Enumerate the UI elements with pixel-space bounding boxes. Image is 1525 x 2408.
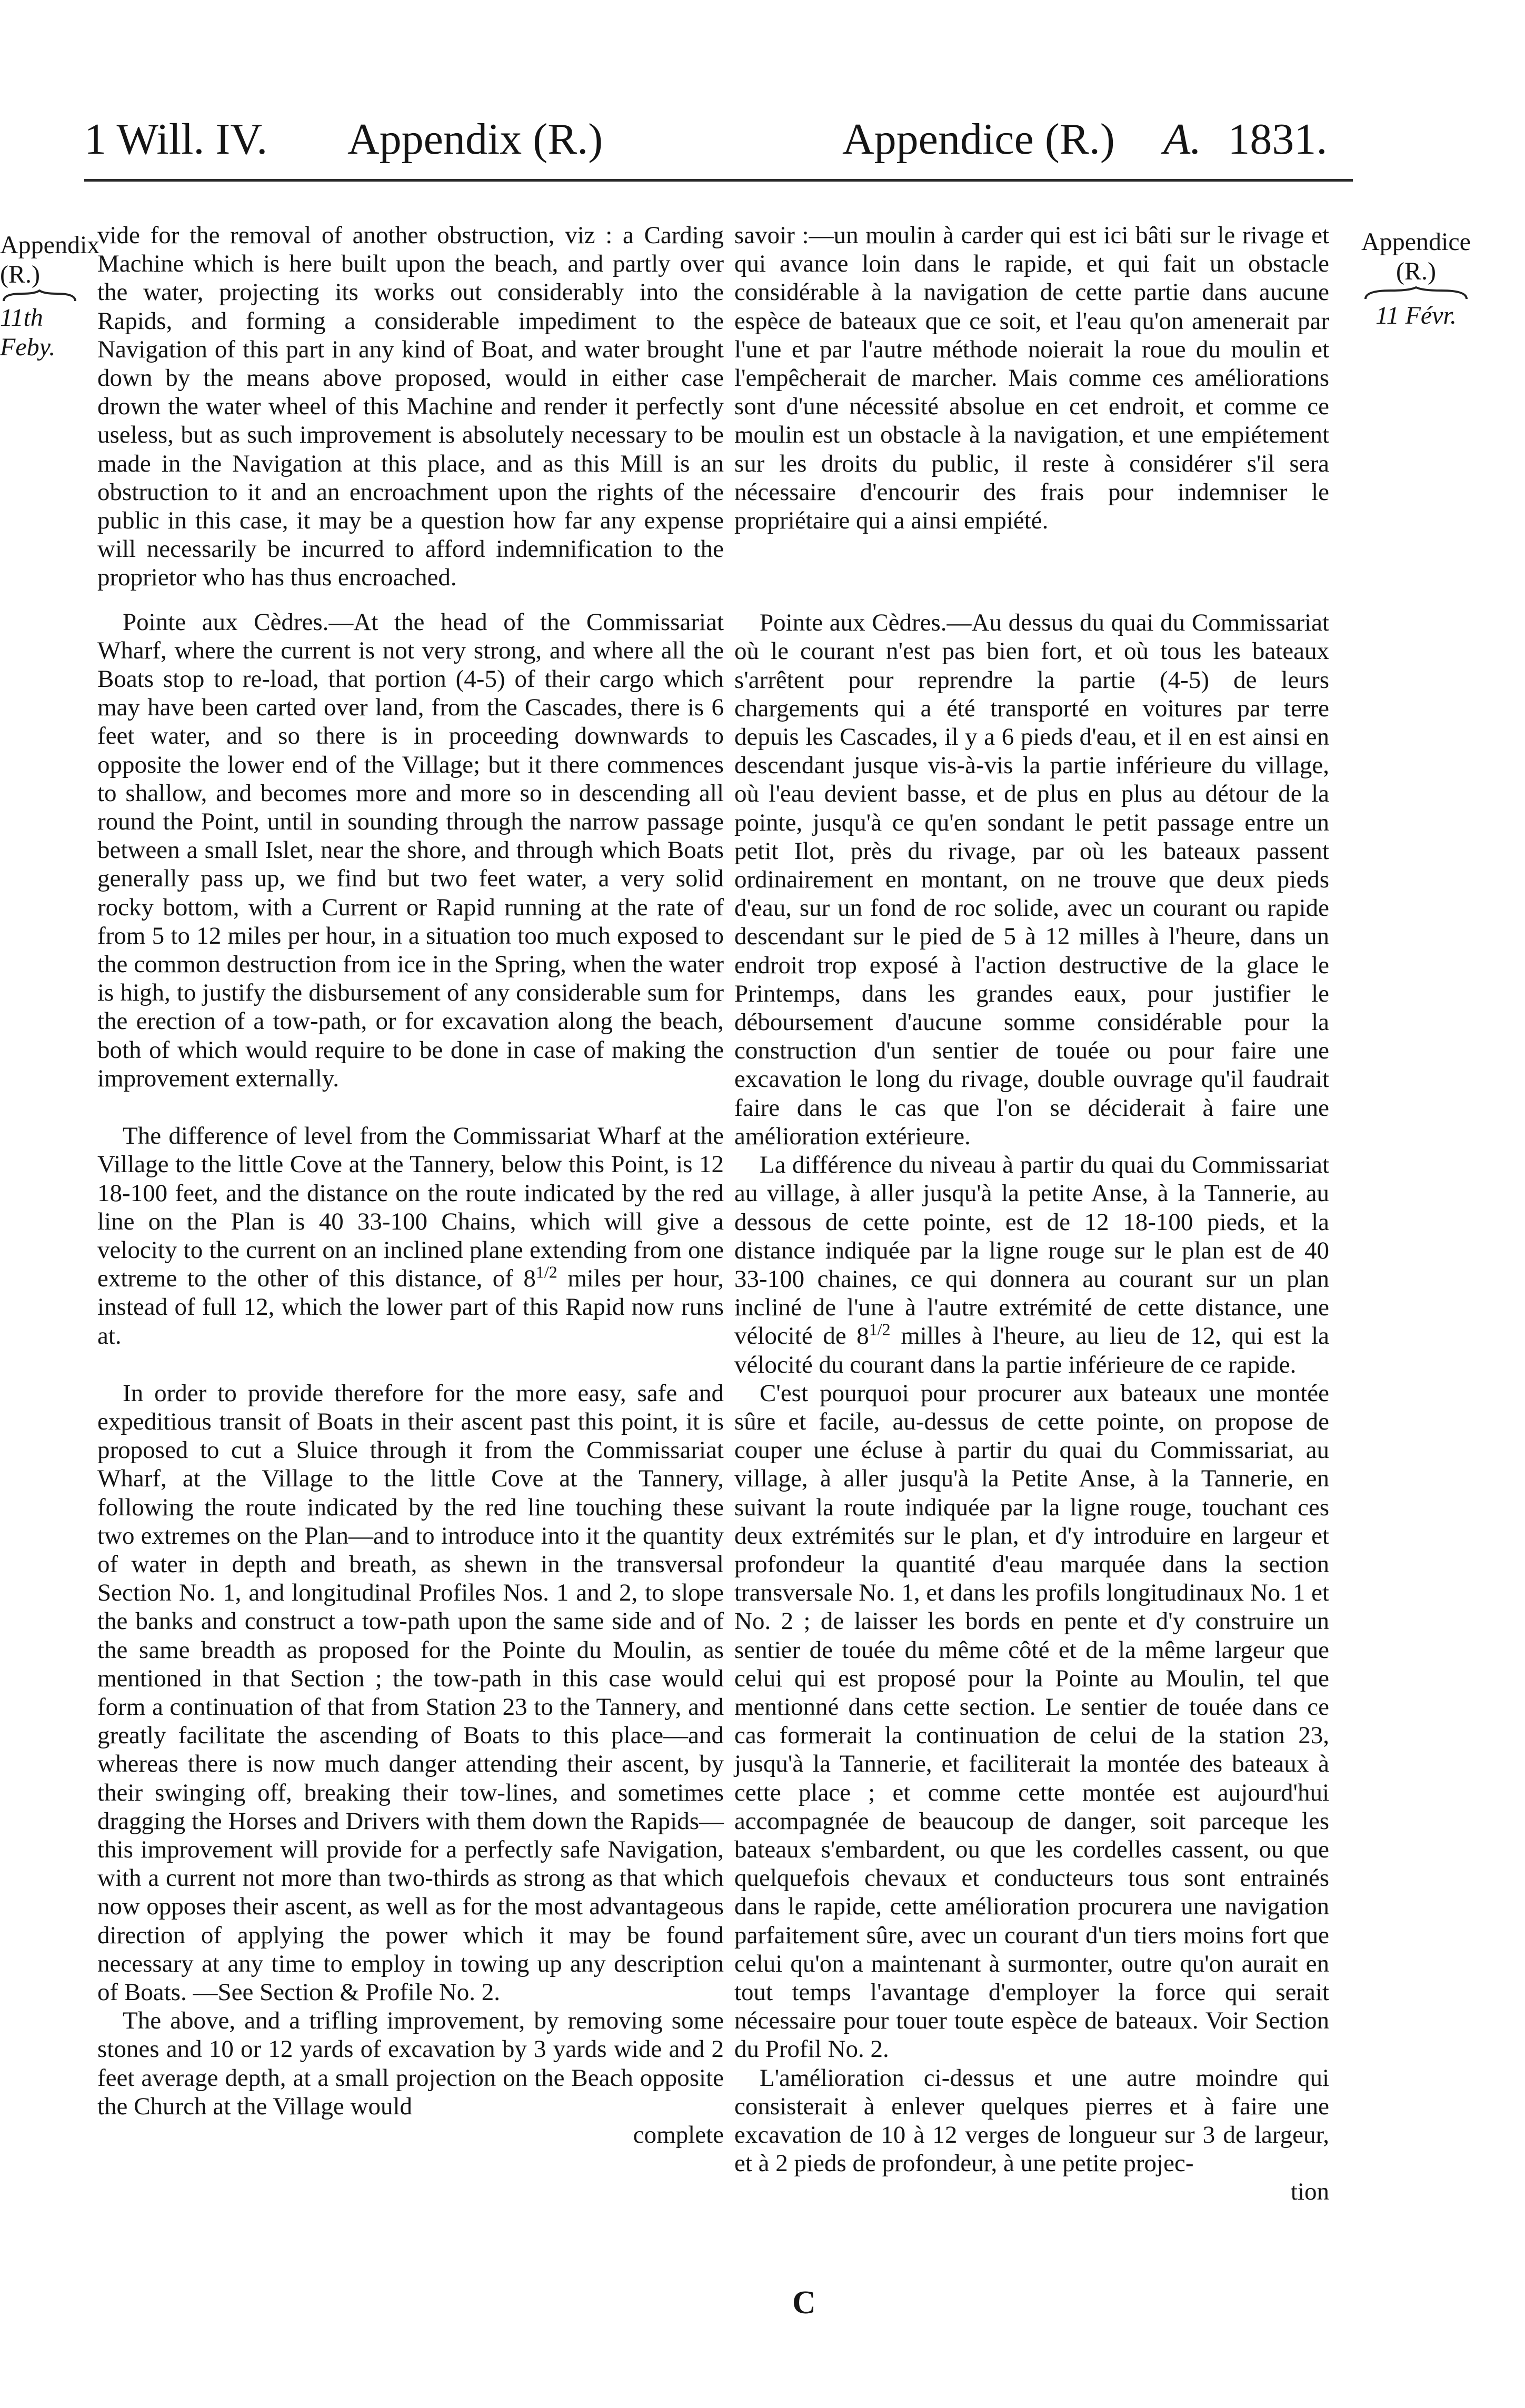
side-note-right-letter: (R.) [1396,257,1436,285]
signature-mark: C [792,2285,816,2321]
header-rule [84,179,1353,182]
paragraph-fr-2: Pointe aux Cèdres.—Au dessus du quai du Commissariat où le courant n'est pas bien fort, et où tous les bateaux s'arrêtent pour reprendre la partie (4-5) de leurs chargements qui a été transporté en voitures par terre depuis les Cascades, il y a 6 pieds d'eau, et il en est ainsi en descendant jusque vis-à-vis la partie inférieure du village, où l'eau devient basse, et de plus en plus au détour de la pointe, jusqu'à ce qu'en sondant le petit passage entre un petit Ilot, près du rivage, par où les bateaux passent ordinairement en montant, on ne trouve que deux pieds d'eau, sur un fond de roc solide, avec un courant ou rapide descendant sur le pied de 5 à 12 milles à l'heure, dans un endroit trop exposé à l'action destructive de la glace le Printemps, dans les grandes eaux, pour justifier le déboursement d'aucune somme considérable pour la construction d'un sentier de touée ou pour faire une excavation le long du rivage, double ouvrage qu'il faudrait faire dans le cas que l'on se déciderait à faire une amélioration extérieure. [734,609,1329,1150]
french-column [734,221,1329,2206]
header-appendix-fr: Appendice (R.) [842,115,1115,164]
fraction-half: 1/2 [869,1320,891,1339]
paragraph-fr-5: L'amélioration ci-dessus et une autre moindre qui consisterait à enlever quelques pierres et à faire une excavation de 10 à 12 verges de longueur sur 3 de largeur, et à 2 pieds de profondeur, à une petite projec- [734,2064,1329,2177]
catchword-fr: tion [1290,2178,1329,2206]
paragraph-fr-4: C'est pourquoi pour procurer aux bateaux une montée sûre et facile, au-dessus de cette pointe, on propose de couper une écluse à partir du quai du Commissariat, au village, à aller jusqu'à la Petite Anse, à la Tannerie, en suivant la route indiquée par la ligne rouge, touchant ces deux extrémités sur le plan, et d'y introduire en largeur et profondeur la quantité d'eau marquée dans la section transversale No. 1, et dans les profils longitudinaux No. 1 et No. 2 ; de laisser les bords en pente et d'y construire un sentier de touée du même côté et de la même largeur que celui qui est proposé pour la Pointe au Moulin, tel que mentionné dans cette section. Le sentier de touée dans ce cas formerait la continuation de celui de la station 23, jusqu'à la Tannerie, et faciliterait la montée des bateaux à cette place ; et comme cette montée est aujourd'hui accompagnée de beaucoup de danger, soit parceque les bateaux s'embardent, ou que les cordelles cassent, ou que quelquefois chevaux et conducteurs tous sont entrainés dans le rapide, cette amélioration procurera une navigation parfaitement sûre, avec un courant d'un tiers moins fort que celui qu'on a maintenant à surmonter, outre qu'on aurait en tout temps l'avantage d'employer la force qui serait nécessaire pour touer toute espèce de bateaux. Voir Section du Profil No. 2. [734,1379,1329,2063]
side-note-right [1337,227,1495,331]
side-note-left [0,231,100,362]
side-note-left-title: Appendix [0,231,100,259]
paragraph-en-4: In order to provide therefore for the more easy, safe and expeditious transit of Boats in their ascent past this point, it is proposed to cut a Sluice through it from the Commissariat Wharf, at the Village to the little Cove at the Tannery, following the route indicated by the red line touching these two extremes on the Plan—and to introduce into it the quantity of water in depth and breath, as shewn in the transversal Section No. 1, and longitudinal Profiles Nos. 1 and 2, to slope the banks and construct a tow-path upon the same side and of the same breadth as proposed for the Pointe du Moulin, as mentioned in that Section ; the tow-path in this case would form a continuation of that from Station 23 to the Tannery, and greatly facilitate the ascending of Boats to this place—and whereas there is now much danger attending their ascent, by their swinging off, breaking their tow-lines, and sometimes dragging the Horses and Drivers with them down the Rapids—this improvement will provide for a perfectly safe Navigation, with a current not more than two-thirds as strong as that which now opposes their ascent, as well as for the most advantageous direction of applying the power which it may be found necessary at any time to employ in towing up any description of Boats. —See Section & Profile No. 2. [97,1379,724,2006]
paragraph-en-3-text-b: miles per hour, instead of full 12, which the lower part of this Rapid now runs at. [97,1265,724,1350]
header-date [1163,113,1327,166]
paragraph-fr-3-text-a: La différence du niveau à partir du quai du Commissariat au village, à aller jusqu'à la petite Anse, à la Tannerie, au dessous de cette pointe, est de 12 18-100 pieds, et la distance indiquée par la ligne rouge sur le plan est de 40 33-100 chaines, ce qui donnera au courant sur un plan incliné de l'une à l'autre extrémité de cette distance, une vélocité de 8 [734,1151,1329,1350]
catchword-en: complete [633,2121,724,2149]
paragraph-en-3 [97,1122,724,1350]
side-note-left-letter: (R.) [0,261,40,288]
side-note-right-title: Appendice [1361,228,1471,256]
paragraph-en-3-text-a: The difference of level from the Commissariat Wharf at the Village to the little Cove at the Tannery, below this Point, is 12 18-100 feet, and the distance on the route indicated by the red line on the Plan is 40 33-100 Chains, which will give a velocity to the current on an inclined plane extending from one extreme to the other of this distance, of 8 [97,1122,724,1293]
paragraph-en-2: Pointe aux Cèdres.—At the head of the Commissariat Wharf, where the current is not very strong, and where all the Boats stop to re-load, that portion (4-5) of their cargo which may have been carted over land, from the Cascades, there is 6 feet water, and so there is in proceeding downwards to opposite the lower end of the Village; but it there commences to shallow, and becomes more and more so in descending all round the Point, until in sounding through the narrow passage between a small Islet, near the shore, and through which Boats generally pass up, we find but two feet water, a very solid rocky bottom, with a Current or Rapid running at the rate of from 5 to 12 miles per hour, in a situation too much exposed to the common destruction from ice in the Spring, when the water is high, to justify the disbursement of any considerable sum for the erection of a tow-path, or for excavation along the beach, both of which would require to be done in case of making the improvement externally. [97,608,724,1092]
header-year: 1831. [1228,115,1328,164]
paragraph-fr-3-text-b: milles à l'heure, au lieu de 12, qui est la vélocité du courant dans la partie inférieure de ce rapide. [734,1322,1329,1378]
header-letter: A. [1163,115,1202,164]
paragraph-en-1: vide for the removal of another obstruction, viz : a Carding Machine which is here built upon the beach, and partly over the water, projecting its works out considerably into the Rapids, and forming a considerable impediment to the Navigation of this part in any kind of Boat, and water brought down by the means above proposed, would in either case drown the water wheel of this Machine and render it perfectly useless, but as such improvement is absolutely necessary to be made in the Navigation at this place, and as this Mill is an obstruction to it and an encroachment upon the rights of the public in this case, it may be a question how far any expense will necessarily be incurred to afford indemnification to the proprietor who has thus encroached. [97,222,724,592]
side-note-right-date: 11 Févr. [1376,302,1457,329]
header-reign: 1 Will. IV. [84,115,268,164]
english-column [97,221,724,2149]
brace-icon [1363,286,1469,301]
paragraph-fr-1: savoir :—un moulin à carder qui est ici bâti sur le rivage et qui avance loin dans le rapide, et qui fait un obstacle considérable à la navigation de cette partie dans aucune espèce de bateaux que ce soit, et l'eau qu'on amenerait par l'une et par l'autre méthode noierait la roue du moulin et l'empêcherait de marcher. Mais comme ces améliorations sont d'une nécessité absolue en cet endroit, et comme ce moulin est un obstacle à la navigation, et une empiétement sur les droits du public, il reste à considérer s'il sera nécessaire d'encourir des frais pour indemniser le propriétaire qui a ainsi empiété. [734,222,1329,535]
paragraph-fr-3 [734,1151,1329,1379]
side-note-left-date: 11th Feby. [0,304,56,361]
header-appendix-en: Appendix (R.) [347,115,603,164]
brace-icon [3,289,76,303]
fraction-half: 1/2 [535,1262,557,1282]
paragraph-en-5: The above, and a trifling improvement, by removing some stones and 10 or 12 yards of excavation by 3 yards wide and 2 feet average depth, at a small projection on the Beach opposite the Church at the Village would [97,2007,724,2120]
